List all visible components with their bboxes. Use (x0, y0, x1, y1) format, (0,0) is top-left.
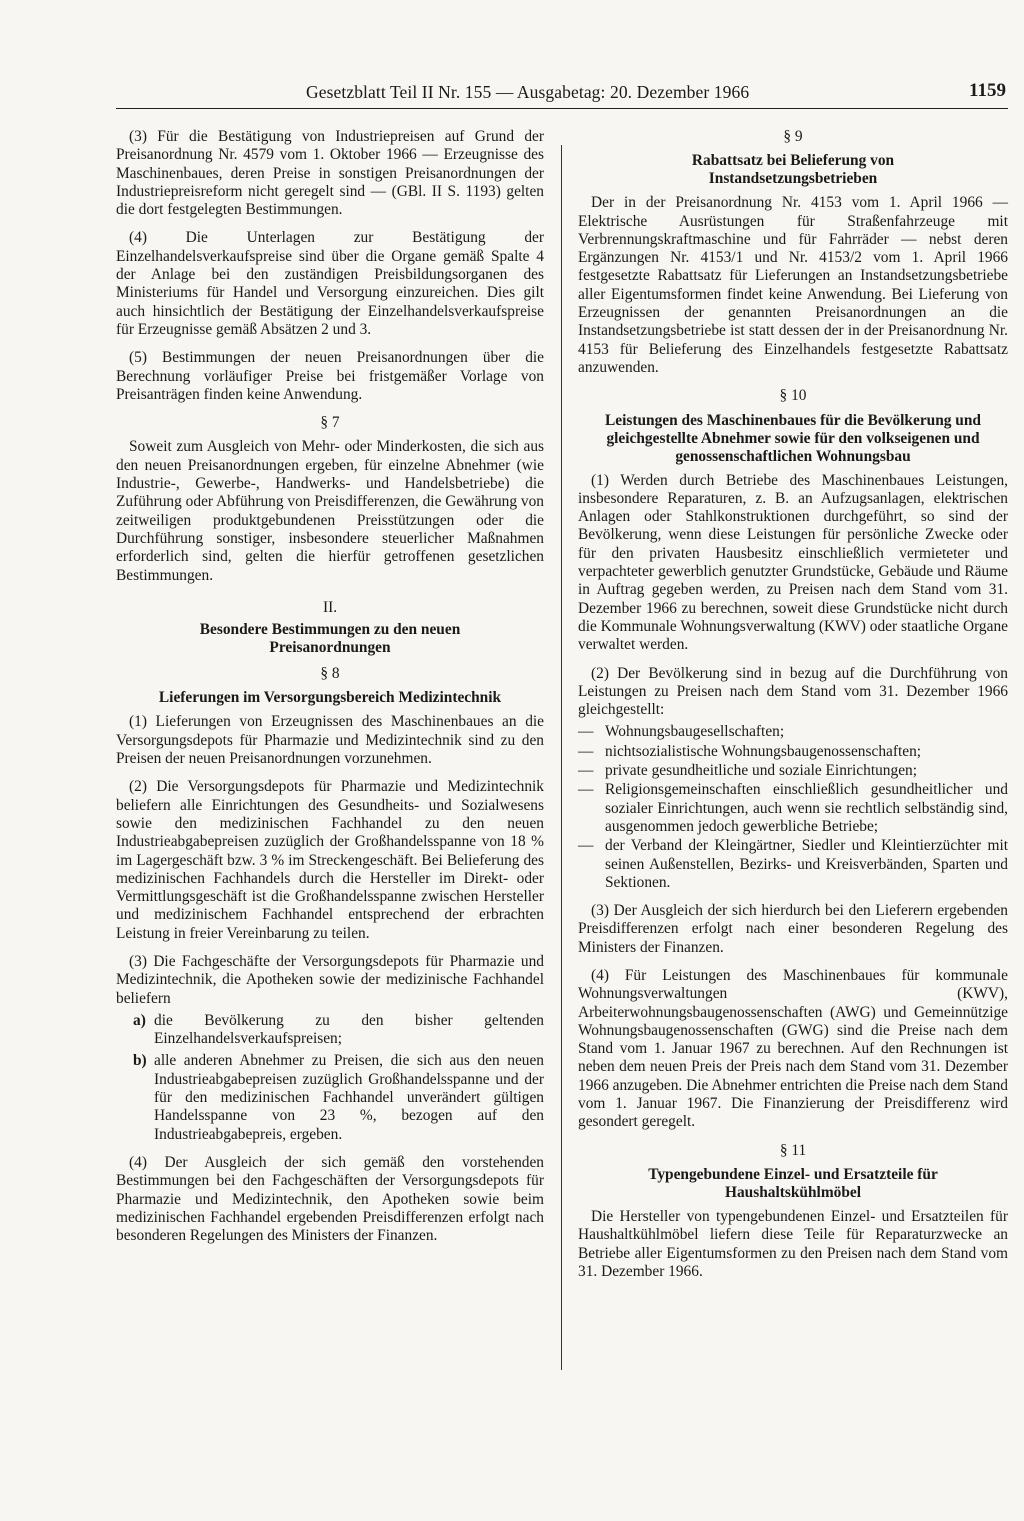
section-7-text: Soweit zum Ausgleich von Mehr- oder Minderkosten, die sich aus den neuen Preisanordnungen ergeben, für einzelne Abnehmer (wie Industrie-, Gewerbe-, Handwerks- und Handelsbetriebe) die Zuführung oder Abführung von Preisdifferenzen, die Gewährung von zeitweiligen produktgebundenen Preisstützungen oder die Durchführung sonstiger, insbesondere steuerlicher Maßnahmen erforderlich sind, gelten die hierfür getroffenen gesetzlichen Bestimmungen. (116, 438, 544, 584)
section-8-paragraph-2: (2) Die Versorgungsdepots für Pharmazie und Medizintechnik beliefern alle Einrichtungen des Gesundheits- und Sozialwesens sowie den medizinischen Fachhandel zu den neuen Industrieabgabepreisen zuzüglich der Großhandelsspanne von 18 % im Lagergeschäft bzw. 3 % im Streckengeschäft. Bei Belieferung des medizinischen Fachhandels durch die Hersteller im Direkt- oder Vermittlungsgeschäft ist die Großhandelsspanne zwischen Hersteller und medizinischem Fachhandel entsprechend der erbrachten Leistung in freier Vereinbarung zu teilen. (116, 778, 544, 942)
list-item-text: private gesundheitliche und soziale Einrichtungen; (605, 762, 917, 780)
section-11-text: Die Hersteller von typengebundenen Einzel- und Ersatzteilen für Haushaltkühlmöbel liefern diese Teile für Reparaturzwecke an Betriebe aller Eigentumsformen zu den Preisen nach dem Stand vom 31. Dezember 1966. (578, 1207, 1008, 1280)
section-10-paragraph-1: (1) Werden durch Betriebe des Maschinenbaues Leistungen, insbesondere Reparaturen, z. B. an Aufzugsanlagen, elektrischen Anlagen oder Stahlkonstruktionen durchgeführt, so sind der Bevölkerung, wenn diese Leistungen für persönliche Zwecke oder für den privaten Hausbesitz einschließlich vermieteter und verpachteter gewerblich genutzter Grundstücke, Gebäude und Räume in Auftrag gegeben werden, zu Preisen nach dem Stand vom 31. Dezember 1966 zu berechnen, soweit diese Grundstücke nicht durch die Kommunale Wohnungsverwaltung (KWV) oder staatliche Organe verwaltet werden. (578, 471, 1008, 654)
section-10-paragraph-3: (3) Der Ausgleich der sich hierdurch bei den Lieferern ergebenden Preisdifferenzen erfolgt nach einer besonderen Regelung des Ministers der Finanzen. (578, 902, 1008, 956)
page-number: 1159 (969, 80, 1006, 101)
part-heading: Besondere Bestimmungen zu den neuen Preisanordnungen (199, 621, 461, 657)
list-item-a-text: die Bevölkerung zu den bisher geltenden Einzelhandelsverkaufspreisen; (154, 1011, 544, 1048)
dash-marker: — (578, 837, 594, 855)
section-10-heading: Leistungen des Maschinenbaues für die Bevölkerung und gleichgestellte Abnehmer sowie für den volkseigenen und genossenschaftlichen Wohnungsbau (604, 411, 981, 465)
list-item (578, 762, 1008, 780)
dash-marker: — (578, 723, 594, 741)
list-item (578, 837, 1008, 892)
section-9-text: Der in der Preisanordnung Nr. 4153 vom 1. April 1966 — Elektrische Ausrüstungen für Straßenfahrzeuge mit Verbrennungskraftmaschine und für Fahrräder — nebst deren Ergänzungen Nr. 4153/1 und Nr. 4153/2 vom 1. April 1966 festgesetzte Rabattsatz für Lieferungen an Instandsetzungsbetriebe aller Eigentumsformen findet keine Anwendung. Bei Lieferung von Erzeugnissen der genannten Preisanordnungen an die Instandsetzungsbetriebe ist statt dessen der in der Preisanordnung Nr. 4153 für Belieferung des Einzelhandels festgesetzte Rabattsatz anzuwenden. (578, 194, 1008, 376)
column-divider (561, 145, 562, 1370)
section-8-heading: Lieferungen im Versorgungsbereich Medizintechnik (158, 689, 502, 707)
dash-marker: — (578, 742, 594, 760)
part-number: II. (322, 598, 338, 616)
dash-marker: — (578, 762, 594, 780)
paragraph-4: (4) Die Unterlagen zur Bestätigung der Einzelhandelsverkaufspreise sind über die Organe gemäß Spalte 4 der Anlage bei den zuständigen Preisbildungsorganen des Ministeriums für Handel und Versorgung einzureichen. Dies gilt auch hinsichtlich der Bestätigung der Einzelhandelsverkaufspreise für Erzeugnisse gemäß Absätzen 2 und 3. (116, 229, 544, 338)
list-item (578, 723, 1008, 741)
list-item-text: der Verband der Kleingärtner, Siedler und Kleintierzüchter mit seinen Außenstellen, Bezirks- und Kreisverbänden, Sparten und Sektionen. (605, 837, 1008, 891)
section-8-number: § 8 (320, 665, 340, 683)
list-item (578, 781, 1008, 836)
list-marker-b: b) (133, 1052, 147, 1070)
page-header (116, 80, 1008, 109)
list-item-b-text: alle anderen Abnehmer zu Preisen, die sich aus den neuen Industrieabgabepreisen zuzüglich Großhandelsspanne und der für den medizinischen Fachhandel unverändert gültigen Handelsspanne von 23 %, bezogen auf den Industrieabgabepreis, ergeben. (154, 1052, 544, 1143)
list-item-text: nichtsozialistische Wohnungsbaugenossenschaften; (605, 742, 922, 760)
section-9-heading: Rabattsatz bei Belieferung von Instandsetzungsbetrieben (691, 152, 895, 188)
right-column (578, 128, 1008, 1291)
section-10-number: § 10 (779, 387, 807, 405)
list-marker-a: a) (133, 1011, 146, 1029)
section-7-number: § 7 (320, 414, 340, 432)
section-11-number: § 11 (779, 1141, 807, 1159)
paragraph-5: (5) Bestimmungen der neuen Preisanordnungen über die Berechnung vorläufiger Preise bei fristgemäßer Vorlage von Preisanträgen finden keine Anwendung. (116, 349, 544, 403)
paragraph-3: (3) Für die Bestätigung von Industriepreisen auf Grund der Preisanordnung Nr. 4579 vom 1. Oktober 1966 — Erzeugnisse des Maschinenbaues, deren Preise in sonstigen Preisanordnungen der Industriepreisreform nicht geregelt sind — (GBl. II S. 1193) gelten die dort festgelegten Bestimmungen. (116, 128, 544, 219)
section-8-paragraph-4: (4) Der Ausgleich der sich gemäß den vorstehenden Bestimmungen bei den Fachgeschäften der Versorgungsdepots für Pharmazie und Medizintechnik, den Apotheken sowie beim medizinischen Fachhandel ergebenden Preisdifferenzen erfolgt nach besonderen Regelungen des Ministers der Finanzen. (116, 1153, 544, 1245)
list-item-text: Religionsgemeinschaften einschließlich gesundheitlicher und sozialer Einrichtungen, auch wenn sie rechtlich selbständig sind, ausgenommen jedoch gewerbliche Betriebe; (605, 781, 1008, 835)
section-10-paragraph-4: (4) Für Leistungen des Maschinenbaues für kommunale Wohnungsverwaltungen (KWV), Arbeiterwohnungsbaugenossenschaften (AWG) und Gemeinnützige Wohnungsbaugenossenschaften (GWG) sind die Preise nach dem Stand vom 1. Januar 1967 zu berechnen. Auf den Rechnungen ist neben dem neuen Preis der Preis nach dem Stand vom 31. Dezember 1966 anzugeben. Die Abnehmer entrichten die Preise nach dem Stand vom 1. Januar 1967. Die Finanzierung der Preisdifferenz wird gesondert geregelt. (578, 966, 1008, 1131)
left-column (116, 128, 544, 1255)
section-8-paragraph-3: (3) Die Fachgeschäfte der Versorgungsdepots für Pharmazie und Medizintechnik, die Apotheken sowie der medizinische Fachhandel beliefern (116, 952, 544, 1007)
list-item (578, 743, 1008, 761)
list-item-a (116, 1012, 544, 1049)
section-10-paragraph-2: (2) Der Bevölkerung sind in bezug auf die Durchführung von Leistungen zu Preisen nach dem Stand vom 31. Dezember 1966 gleichgestellt: (578, 664, 1008, 719)
list-item-b (116, 1052, 544, 1143)
list-item-text: Wohnungsbaugesellschaften; (605, 723, 785, 741)
section-8-paragraph-1: (1) Lieferungen von Erzeugnissen des Maschinenbaues an die Versorgungsdepots für Pharmazie und Medizintechnik sind zu den Preisen der neuen Preisanordnungen vorzunehmen. (116, 713, 544, 768)
section-9-number: § 9 (783, 128, 803, 145)
section-11-heading: Typengebundene Einzel- und Ersatzteile für Haushaltskühlmöbel (648, 1165, 938, 1201)
dash-marker: — (578, 781, 594, 799)
header-title: Gesetzblatt Teil II Nr. 155 — Ausgabetag: 20. Dezember 1966 (306, 82, 750, 102)
